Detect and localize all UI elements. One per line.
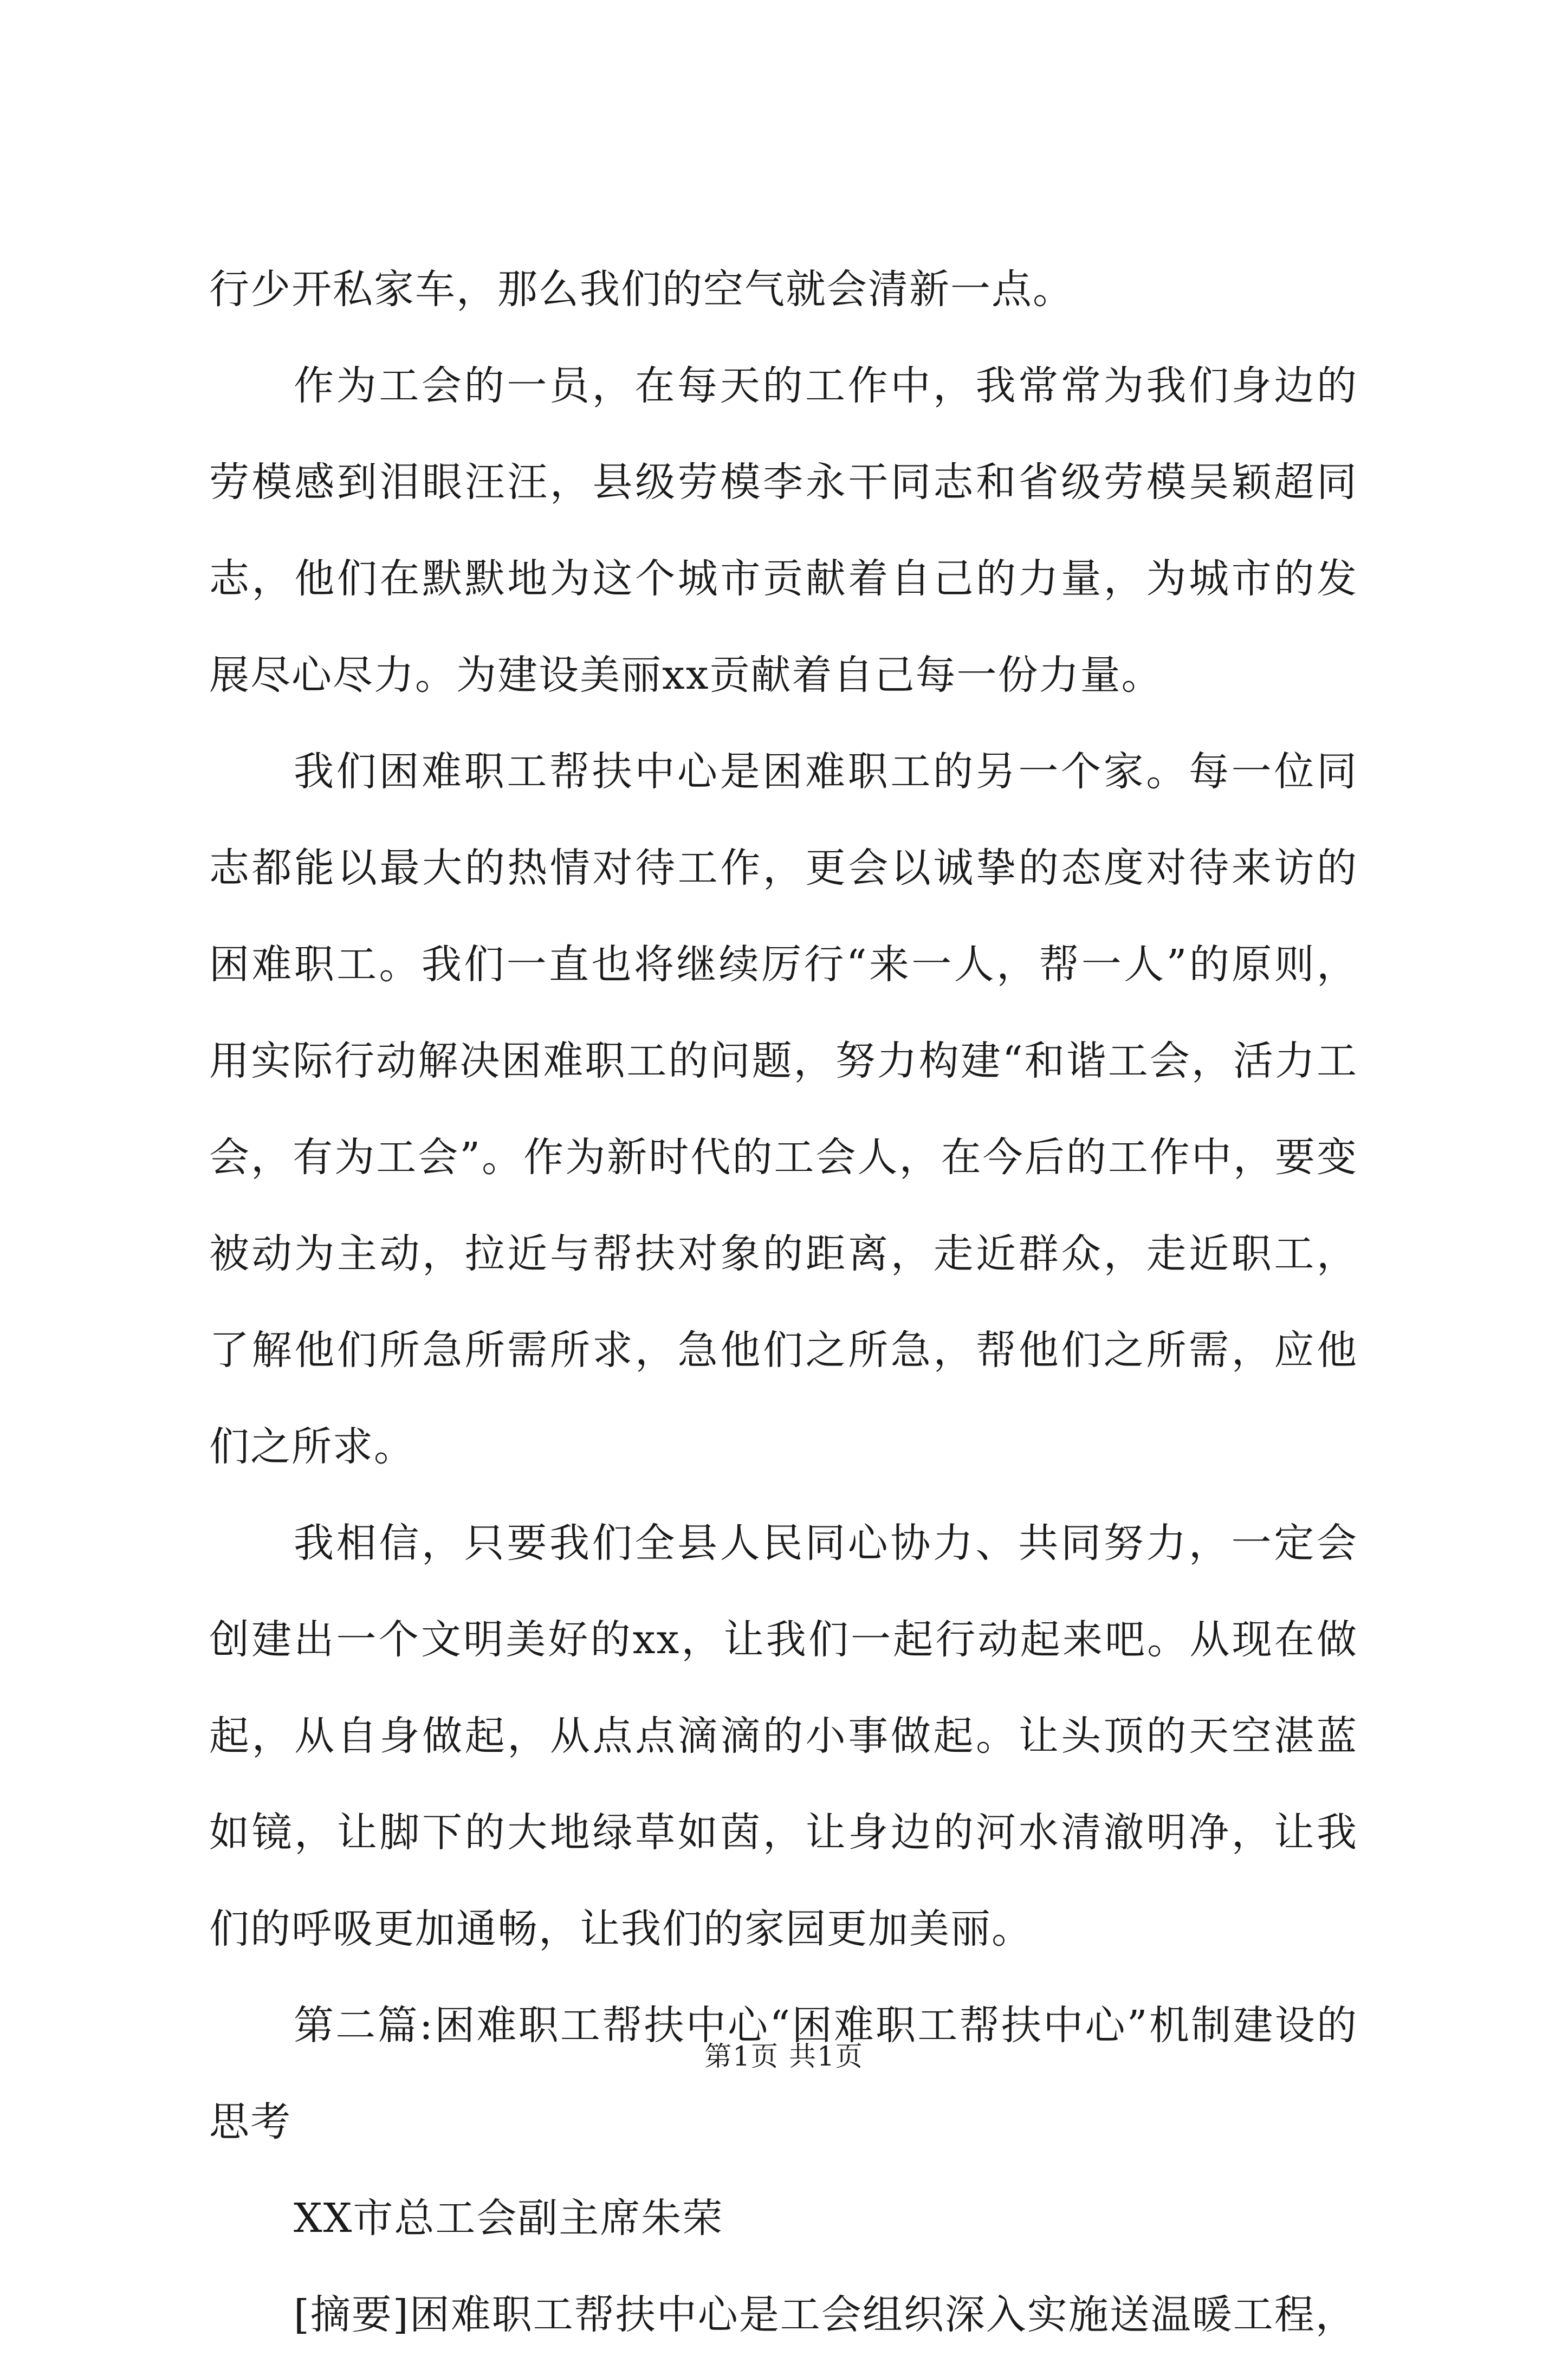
paragraph-conclusion: 我相信，只要我们全县人民同心协力、共同努力，一定会创建出一个文明美好的xx，让我们一起行动起来吧。从现在做起，从自身做起，从点点滴滴的小事做起。让头顶的天空湛蓝如镜，让脚下的大地绿草如茵，让身边的河水清澈明净，让我们的呼吸更加通畅，让我们的家园更加美丽。 xyxy=(209,1520,1358,1952)
abstract-paragraph: [摘要]困难职工帮扶中心是工会组织深入实施送温暖工程， xyxy=(294,2291,1357,2338)
author-line: XX市总工会副主席朱荣 xyxy=(294,2195,724,2242)
paragraph-continuation: 行少开私家车，那么我们的空气就会清新一点。 xyxy=(209,266,1074,313)
paragraph-assistance-center: 我们困难职工帮扶中心是困难职工的另一个家。每一位同志都能以最大的热情对待工作，更会以诚挚的态度对待来访的困难职工。我们一直也将继续厉行“来一人，帮一人”的原则，用实际行动解决困难职工的问题，努力构建“和谐工会，活力工会，有为工会”。作为新时代的工会人，在今后的工作中，要变被动为主动，拉近与帮扶对象的距离，走近群众，走近职工，了解他们所急所需所求，急他们之所急，帮他们之所需，应他们之所求。 xyxy=(209,748,1358,1470)
page-number-footer: 第1页 共1页 xyxy=(704,2041,864,2072)
paragraph-labor-models: 作为工会的一员，在每天的工作中，我常常为我们身边的劳模感到泪眼汪汪，县级劳模李永干同志和省级劳模吴颖超同志，他们在默默地为这个城市贡献着自己的力量，为城市的发展尽心尽力。为建设美丽xx贡献着自己每一份力量。 xyxy=(209,362,1358,698)
section-heading: 第二篇:困难职工帮扶中心“困难职工帮扶中心”机制建设的思考 xyxy=(209,2002,1358,2145)
